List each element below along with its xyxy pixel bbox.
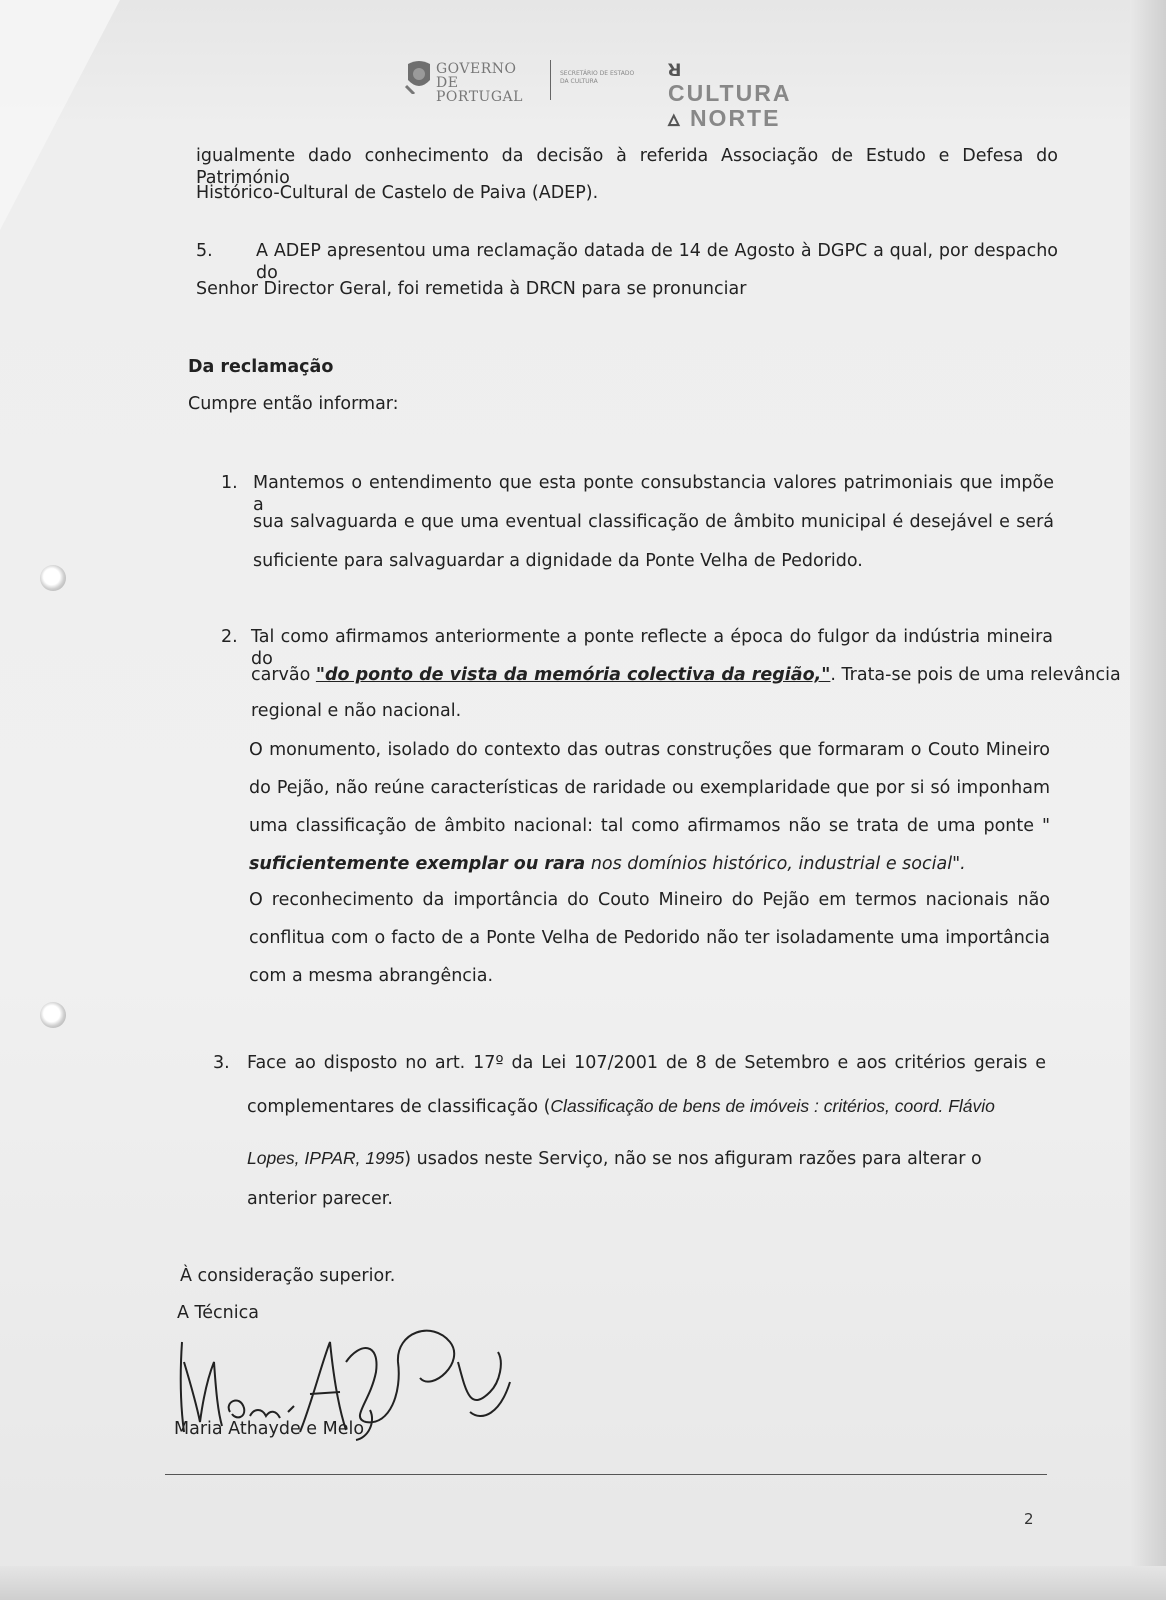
page-number: 2 xyxy=(1024,1510,1034,1528)
punch-hole-bottom xyxy=(40,1002,66,1028)
item-3-number: 3. xyxy=(213,1053,230,1073)
section-intro: Cumpre então informar: xyxy=(188,394,399,414)
punch-hole-top xyxy=(40,565,66,591)
intro-line-1: igualmente dado conhecimento da decisão à referida Associação de Estudo e Defesa do Património xyxy=(196,146,1058,188)
section-heading: Da reclamação xyxy=(188,357,334,377)
government-name: GOVERNO DE PORTUGAL xyxy=(436,61,523,105)
portugal-emblem-icon xyxy=(404,58,434,94)
logo-separator xyxy=(550,60,551,100)
scan-edge-right xyxy=(1130,0,1166,1600)
item-5-line-1: A ADEP apresentou uma reclamação datada de 14 de Agosto à DGPC a qual, por despacho do xyxy=(256,241,1058,283)
item-1-line-1: Mantemos o entendimento que esta ponte consubstancia valores patrimoniais que impõe a xyxy=(253,473,1054,515)
item-2-para-3-line-3: com a mesma abrangência. xyxy=(249,966,494,986)
item-2-para-2-line-4: suficientemente exemplar ou rara nos domínios histórico, industrial e social". xyxy=(249,854,966,874)
item-3-line-4: anterior parecer. xyxy=(247,1189,393,1209)
intro-line-2: Histórico-Cultural de Castelo de Paiva (ADEP). xyxy=(196,183,599,203)
item-1-line-2: sua salvaguarda e que uma eventual classificação de âmbito municipal é desejável e será xyxy=(253,512,1054,532)
item-2-line-3: regional e não nacional. xyxy=(251,701,462,721)
closing-line: À consideração superior. xyxy=(180,1266,396,1286)
item-2-line-2: carvão "do ponto de vista da memória colectiva da região,". Trata-se pois de uma relevância xyxy=(251,665,1121,685)
secretariat-name: SECRETÁRIO DE ESTADO DA CULTURA xyxy=(560,70,635,85)
item-3-line-2: complementares de classificação (Classificação de bens de imóveis : critérios, coord. Flávio xyxy=(247,1096,995,1117)
cultura-norte-logo: ᴚ CULTURA ▵ NORTE xyxy=(668,55,792,131)
item-2-para-3-line-1: O reconhecimento da importância do Couto Mineiro do Pejão em termos nacionais não xyxy=(249,890,1050,910)
item-5-line-2: Senhor Director Geral, foi remetida à DRCN para se pronunciar xyxy=(196,279,747,299)
item-5-number: 5. xyxy=(196,241,213,261)
scan-edge-bottom xyxy=(0,1566,1166,1600)
role-label: A Técnica xyxy=(177,1303,259,1323)
quoted-phrase: "do ponto de vista da memória colectiva da região," xyxy=(315,665,831,685)
footer-rule xyxy=(165,1474,1047,1475)
item-1-number: 1. xyxy=(221,473,238,493)
item-1-line-3: suficiente para salvaguardar a dignidade da Ponte Velha de Pedorido. xyxy=(253,551,863,571)
citation: Classificação de bens de imóveis : critérios, coord. Flávio xyxy=(550,1096,995,1116)
item-2-para-3-line-2: conflitua com o facto de a Ponte Velha de Pedorido não ter isoladamente uma importância xyxy=(249,928,1050,948)
item-2-para-2-line-3: uma classificação de âmbito nacional: tal como afirmamos não se trata de uma ponte " xyxy=(249,816,1050,836)
item-3-line-3: Lopes, IPPAR, 1995) usados neste Serviço, não se nos afiguram razões para alterar o xyxy=(247,1148,982,1169)
folded-corner xyxy=(0,0,120,230)
item-2-para-2-line-1: O monumento, isolado do contexto das outras construções que formaram o Couto Mineiro xyxy=(249,740,1050,760)
item-2-number: 2. xyxy=(221,627,238,647)
item-3-line-1: Face ao disposto no art. 17º da Lei 107/2001 de 8 de Setembro e aos critérios gerais e xyxy=(247,1053,1046,1073)
item-2-para-2-line-2: do Pejão, não reúne características de raridade ou exemplaridade que por si só imponham xyxy=(249,778,1050,798)
signatory-name: Maria Athayde e Melo xyxy=(174,1419,365,1439)
item-2-line-1: Tal como afirmamos anteriormente a ponte reflecte a época do fulgor da indústria mineira do xyxy=(251,627,1053,669)
